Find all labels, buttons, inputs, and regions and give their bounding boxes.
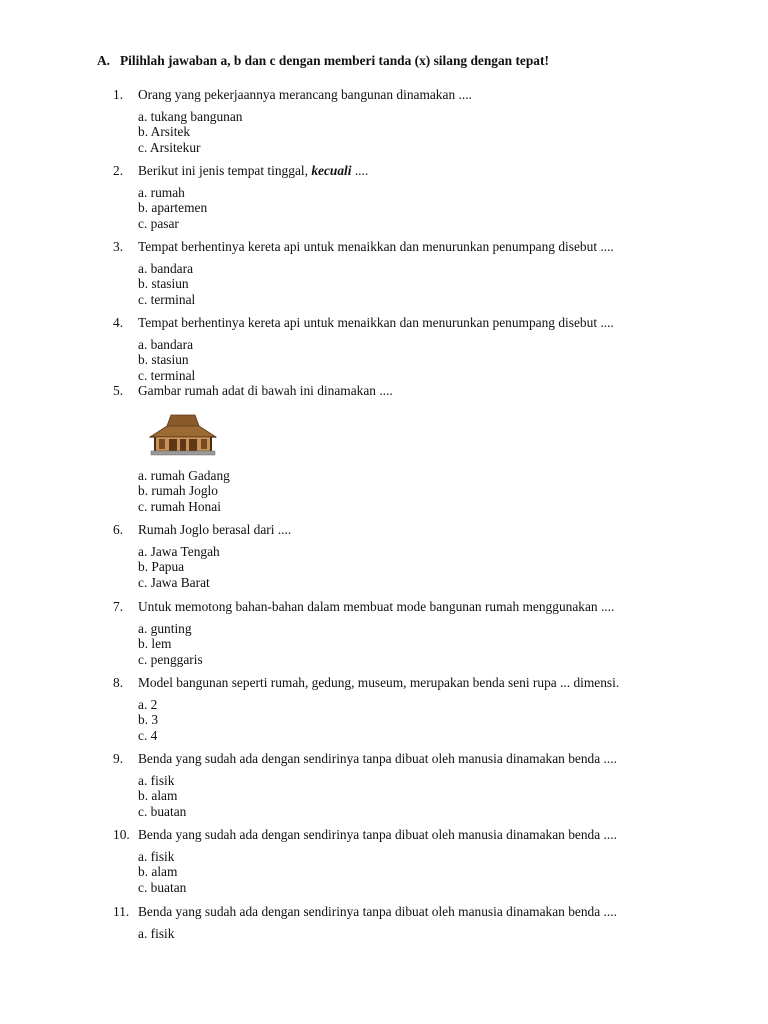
section-letter: A.: [97, 53, 111, 68]
question-text: Tempat berhentinya kereta api untuk menaikkan dan menurunkan penumpang disebut ....: [138, 315, 614, 330]
option-list: [138, 621, 753, 667]
option-a[interactable]: a. fisik: [138, 849, 175, 864]
question-text: Benda yang sudah ada dengan sendirinya tanpa dibuat oleh manusia dinamakan benda ....: [138, 827, 617, 842]
question-8: [113, 674, 753, 743]
question-number: 9.: [113, 751, 124, 766]
option-list: [138, 773, 753, 819]
option-c[interactable]: c. buatan: [138, 879, 187, 895]
question-emphasis: kecuali: [311, 163, 352, 178]
option-b[interactable]: b. stasiun: [138, 276, 189, 292]
question-4: [113, 314, 753, 383]
question-text-end: ....: [351, 163, 369, 178]
option-c[interactable]: c. terminal: [138, 291, 196, 307]
option-list: [138, 185, 753, 231]
option-c[interactable]: c. 4: [138, 727, 158, 743]
option-b[interactable]: b. lem: [138, 636, 172, 652]
option-a[interactable]: a. bandara: [138, 337, 194, 352]
question-2: [113, 162, 753, 231]
question-number: 3.: [113, 239, 124, 254]
option-b[interactable]: b. Arsitek: [138, 124, 191, 140]
question-text: Rumah Joglo berasal dari ....: [138, 522, 292, 537]
question-11: [113, 903, 753, 941]
question-3: [113, 238, 753, 307]
option-a[interactable]: a. gunting: [138, 621, 192, 636]
option-list: [138, 849, 753, 895]
question-number: 5.: [113, 383, 124, 398]
option-a[interactable]: a. rumah Gadang: [138, 468, 230, 483]
question-number: 1.: [113, 87, 124, 102]
option-b[interactable]: b. 3: [138, 712, 159, 728]
question-6: [113, 521, 753, 590]
option-a[interactable]: a. bandara: [138, 261, 194, 276]
option-list: [138, 697, 753, 743]
question-text: Gambar rumah adat di bawah ini dinamakan ....: [138, 383, 393, 398]
option-c[interactable]: c. rumah Honai: [138, 498, 221, 514]
question-text: Benda yang sudah ada dengan sendirinya tanpa dibuat oleh manusia dinamakan benda ....: [138, 904, 617, 919]
option-c[interactable]: c. pasar: [138, 215, 179, 231]
question-5-options: [113, 462, 753, 514]
option-c[interactable]: c. terminal: [138, 367, 196, 383]
question-7: [113, 598, 753, 667]
option-b[interactable]: b. rumah Joglo: [138, 483, 218, 499]
option-b[interactable]: b. stasiun: [138, 352, 189, 368]
question-number: 8.: [113, 675, 124, 690]
option-a[interactable]: a. fisik: [138, 926, 175, 941]
option-list: [138, 926, 753, 941]
option-c[interactable]: c. Arsitekur: [138, 139, 201, 155]
question-text: Untuk memotong bahan-bahan dalam membuat mode bangunan rumah menggunakan ....: [138, 599, 615, 614]
option-c[interactable]: c. buatan: [138, 803, 187, 819]
question-1: [113, 86, 753, 155]
question-text: Berikut ini jenis tempat tinggal,: [138, 163, 312, 178]
question-number: 4.: [113, 315, 124, 330]
section-instruction: Pilihlah jawaban a, b dan c dengan memberi tanda (x) silang dengan tepat!: [120, 53, 549, 68]
question-9: [113, 750, 753, 819]
option-a[interactable]: a. Jawa Tengah: [138, 544, 220, 559]
option-list: [138, 337, 753, 383]
question-text: Model bangunan seperti rumah, gedung, museum, merupakan benda seni rupa ... dimensi.: [138, 675, 620, 690]
option-a[interactable]: a. fisik: [138, 773, 175, 788]
question-number: 10.: [113, 827, 130, 842]
question-text: Benda yang sudah ada dengan sendirinya tanpa dibuat oleh manusia dinamakan benda ....: [138, 751, 617, 766]
question-5: [113, 382, 753, 399]
option-list: [138, 468, 753, 514]
option-c[interactable]: c. penggaris: [138, 651, 203, 667]
option-b[interactable]: b. alam: [138, 788, 178, 804]
option-a[interactable]: a. rumah: [138, 185, 185, 200]
option-list: [138, 544, 753, 590]
option-c[interactable]: c. Jawa Barat: [138, 574, 210, 590]
option-a[interactable]: a. tukang bangunan: [138, 109, 243, 124]
option-b[interactable]: b. apartemen: [138, 200, 208, 216]
option-list: [138, 261, 753, 307]
option-b[interactable]: b. alam: [138, 864, 178, 880]
option-b[interactable]: b. Papua: [138, 559, 185, 575]
question-number: 7.: [113, 599, 124, 614]
question-number: 11.: [113, 904, 130, 919]
question-number: 6.: [113, 522, 124, 537]
question-10: [113, 826, 753, 895]
joglo-house-illustration: [149, 413, 217, 457]
option-list: [138, 109, 753, 155]
question-text: Tempat berhentinya kereta api untuk menaikkan dan menurunkan penumpang disebut ....: [138, 239, 614, 254]
option-a[interactable]: a. 2: [138, 697, 158, 712]
section-heading: [97, 53, 549, 69]
question-number: 2.: [113, 163, 124, 178]
question-text: Orang yang pekerjaannya merancang bangunan dinamakan ....: [138, 87, 472, 102]
